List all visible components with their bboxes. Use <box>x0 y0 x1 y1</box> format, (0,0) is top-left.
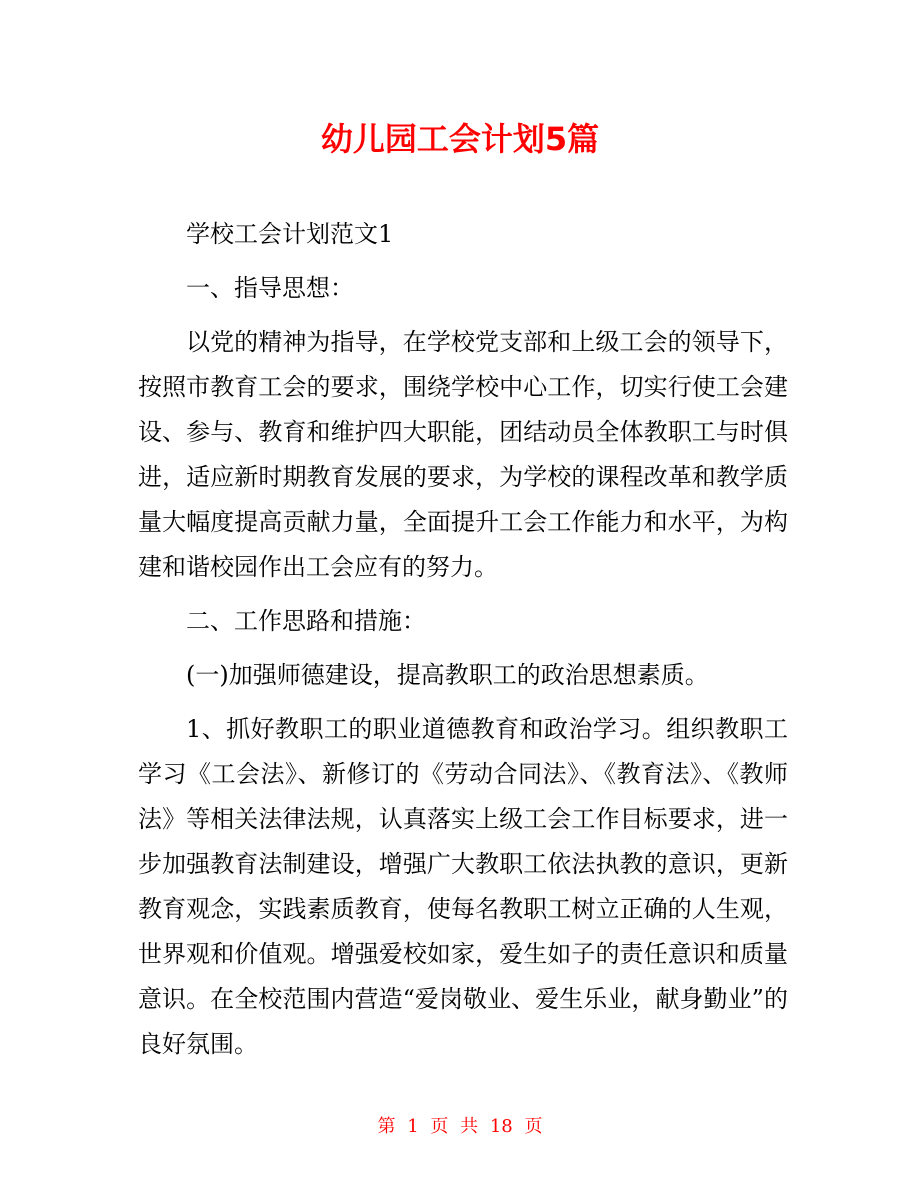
page-footer: 第 1 页 共 18 页 <box>377 1116 543 1137</box>
subsection-heading-ethics: (一)加强师德建设，提高教职工的政治思想素质。 <box>186 661 709 689</box>
paragraph-guiding-ideology: 以党的精神为指导，在学校党支部和上级工会的领导下，按照市教育工会的要求，围绕学校中心工作，切实行使工会建设、参与、教育和维护四大职能，团结动员全体教职工与时俱进，适应新时期教育发展的要求，为学校的课程改革和教学质量大幅度提高贡献力量，全面提升工会工作能力和水平，为构建和谐校园作出工会应有的努力。 <box>138 328 788 581</box>
section-heading-guiding-ideology: 一、指导思想： <box>186 274 354 302</box>
section-heading-work-ideas: 二、工作思路和措施： <box>186 607 426 635</box>
paragraph-heading: 学校工会计划范文1 <box>186 220 394 248</box>
document-title: 幼儿园工会计划5篇 <box>320 120 600 158</box>
paragraph-ethics-education: 1、抓好教职工的职业道德教育和政治学习。组织教职工学习《工会法》、新修订的《劳动合同法》、《教育法》、《教师法》等相关法律法规，认真落实上级工会工作目标要求，进一步加强教育法制建设，增强广大教职工依法执教的意识，更新教育观念，实践素质教育，使每名教职工树立正确的人生观，世界观和价值观。增强爱校如家，爱生如子的责任意识和质量意识。在全校范围内营造“爱岗敬业、爱生乐业，献身勤业”的良好氛围。 <box>138 715 788 1058</box>
document-body <box>138 212 788 1067</box>
